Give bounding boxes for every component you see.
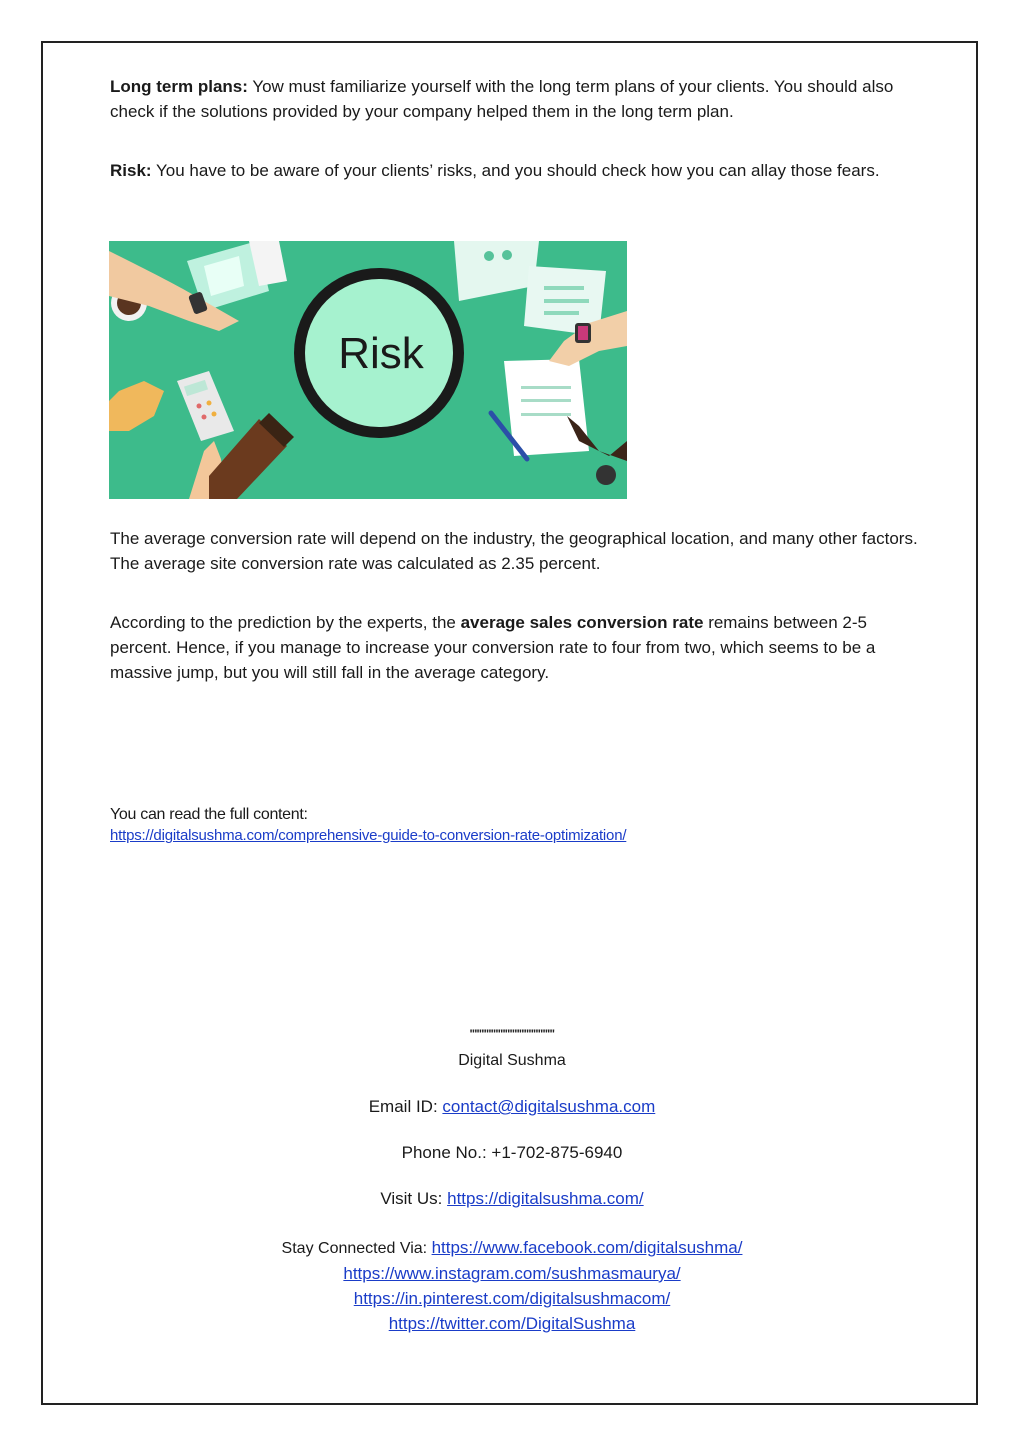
read-more-label: You can read the full content: <box>110 806 308 823</box>
article-link[interactable]: https://digitalsushma.com/comprehensive-guide-to-conversion-rate-optimization/ <box>110 827 627 844</box>
prediction-paragraph <box>110 610 920 685</box>
magnifier-text: Risk <box>338 329 424 378</box>
instagram-link[interactable]: https://www.instagram.com/sushmasmaurya/ <box>343 1264 681 1283</box>
pinterest-link[interactable]: https://in.pinterest.com/digitalsushmacom/ <box>353 1289 671 1308</box>
email-link[interactable]: contact@digitalsushma.com <box>442 1097 656 1116</box>
prediction-text-after: remains between 2-5 percent. Hence, if you manage to increase your conversion rate to four from two, which seems to be a massive jump, but you will still fall in the average category. <box>110 613 876 682</box>
twitter-link[interactable]: https://twitter.com/DigitalSushma <box>388 1314 636 1333</box>
risk-paragraph <box>110 158 920 183</box>
phone-line: Phone No.: +1-702-875-6940 <box>401 1143 623 1162</box>
social-links <box>42 1235 982 1336</box>
conversion-rate-paragraph: The average conversion rate will depend on the industry, the geographical location, and many other factors. The average site conversion rate was calculated as 2.35 percent. <box>110 529 918 573</box>
long-term-plans-heading: Long term plans: <box>110 77 248 96</box>
email-label: Email ID: <box>368 1097 443 1116</box>
prediction-text-before: According to the prediction by the experts, the <box>110 613 461 632</box>
long-term-plans-paragraph <box>110 74 920 124</box>
email-line <box>42 1097 982 1117</box>
visit-label: Visit Us: <box>380 1189 448 1208</box>
risk-heading: Risk: <box>110 161 152 180</box>
website-link[interactable]: https://digitalsushma.com/ <box>447 1189 644 1208</box>
brand-name: Digital Sushma <box>458 1052 566 1069</box>
risk-illustration <box>109 241 627 499</box>
visit-line <box>42 1189 982 1209</box>
long-term-plans-text: Yow must familiarize yourself with the long term plans of your clients. You should also check if the solutions provided by your company helped them in the long term plan. <box>110 77 894 121</box>
prediction-bold-text: average sales conversion rate <box>460 613 704 632</box>
document-icon <box>504 359 589 456</box>
risk-text: You have to be aware of your clients’ risks, and you should check how you can allay those fears. <box>151 161 880 180</box>
facebook-link[interactable]: https://www.facebook.com/digitalsushma/ <box>431 1238 743 1257</box>
read-more-section <box>110 804 920 846</box>
stay-connected-label: Stay Connected Via: <box>281 1240 432 1257</box>
footer-separator: '''''''''''''''''''''''''''''''''''' <box>469 1027 555 1041</box>
